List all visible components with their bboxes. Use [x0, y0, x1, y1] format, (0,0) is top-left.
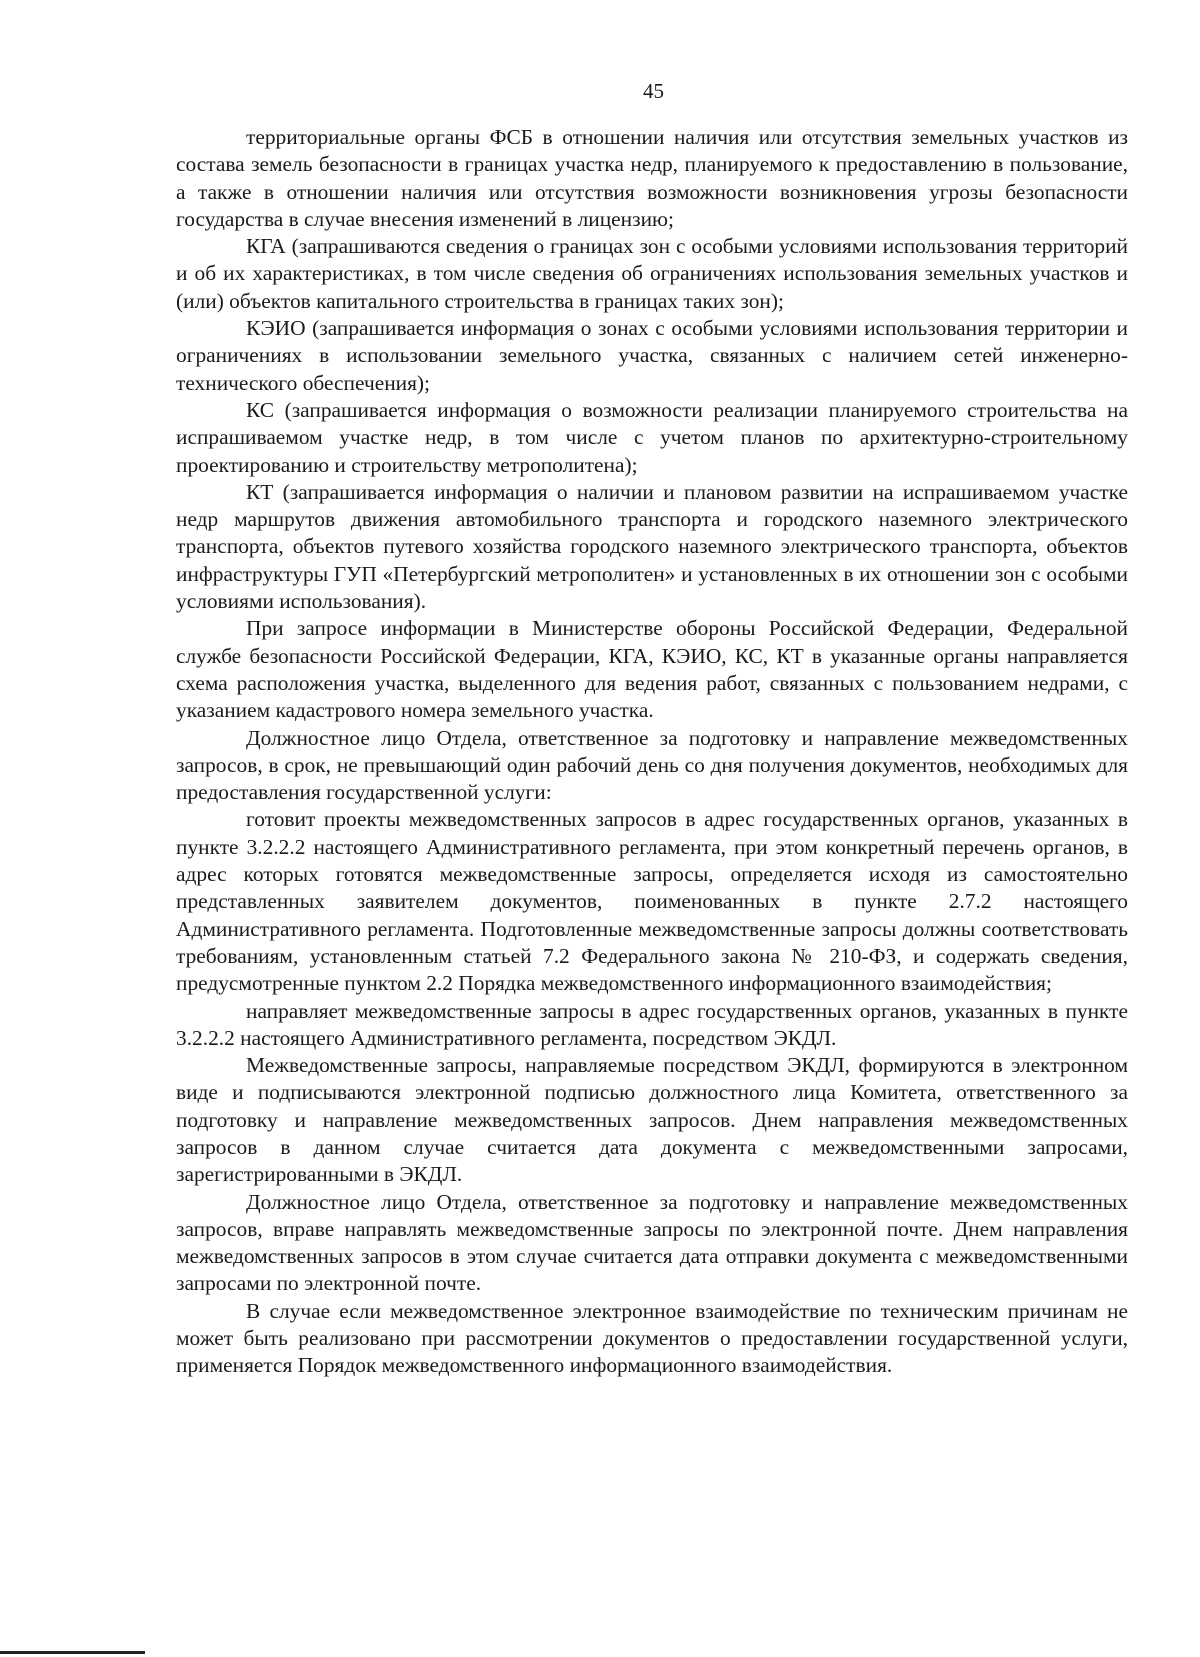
paragraph-sends-requests: направляет межведомственные запросы в адрес государственных органов, указанных в пункте 3.2.2.2 настоящего Административного регламента, посредством ЭКДЛ.	[176, 998, 1128, 1050]
paragraph-kt: КТ (запрашивается информация о наличии и плановом развитии на испрашиваемом участке недр маршрутов движения автомобильного транспорта и городского наземного электрического транспорта, объектов путевого хозяйства городского наземного электрического транспорта, объектов инфраструктуры ГУП «Петербургский метрополитен» и установленных в их отношении зон с особыми условиями использования).	[176, 479, 1128, 614]
paragraph-prepares-requests: готовит проекты межведомственных запросов в адрес государственных органов, указанных в пункте 3.2.2.2 настоящего Административного регламента, при этом конкретный перечень органов, в адрес которых готовятся межведомственные запросы, определяется исходя из самостоятельно представленных заявителем документов, поименованных в пункте 2.7.2 настоящего Административного регламента. Подготовленные межведомственные запросы должны соответствовать требованиям, установленным статьей 7.2 Федерального закона № 210-ФЗ, и содержать сведения, предусмотренные пунктом 2.2 Порядка межведомственного информационного взаимодействия;	[176, 807, 1128, 996]
paragraph-ks: КС (запрашивается информация о возможности реализации планируемого строительства на испрашиваемом участке недр, в том числе с учетом планов по архитектурно-строительному проектированию и строительству метрополитена);	[176, 397, 1128, 477]
bottom-divider-line	[0, 1651, 145, 1654]
paragraph-ekdl-requests: Межведомственные запросы, направляемые посредством ЭКДЛ, формируются в электронном виде и подписываются электронной подписью должностного лица Комитета, ответственного за подготовку и направление межведомственных запросов. Днем направления межведомственных запросов в данном случае считается дата документа с межведомственными запросами, зарегистрированными в ЭКДЛ.	[176, 1053, 1128, 1187]
paragraph-fsb: территориальные органы ФСБ в отношении наличия или отсутствия земельных участков из состава земель безопасности в границах участка недр, планируемого к предоставлению в пользование, а также в отношении наличия или отсутствия возможности возникновения угрозы безопасности государства в случае внесения изменений в лицензию;	[176, 125, 1128, 231]
page-number: 45	[643, 79, 664, 103]
paragraph-request-scheme: При запросе информации в Министерстве обороны Российской Федерации, Федеральной службе безопасности Российской Федерации, КГА, КЭИО, КС, КТ в указанные органы направляется схема расположения участка, выделенного для ведения работ, связанных с пользованием недрами, с указанием кадастрового номера земельного участка.	[176, 616, 1128, 723]
paragraph-official-duties: Должностное лицо Отдела, ответственное за подготовку и направление межведомственных запросов, в срок, не превышающий один рабочий день со дня получения документов, необходимых для предоставления государственной услуги:	[176, 725, 1128, 805]
paragraph-fallback-procedure: В случае если межведомственное электронное взаимодействие по техническим причинам не может быть реализовано при рассмотрении документов о предоставлении государственной услуги, применяется Порядок межведомственного информационного взаимодействия.	[176, 1298, 1128, 1378]
paragraph-kga: КГА (запрашиваются сведения о границах зон с особыми условиями использования территорий и об их характеристиках, в том числе сведения об ограничениях использования земельных участков и (или) объектов капитального строительства в границах таких зон);	[176, 234, 1128, 313]
paragraph-email-requests: Должностное лицо Отдела, ответственное за подготовку и направление межведомственных запросов, вправе направлять межведомственные запросы по электронной почте. Днем направления межведомственных запросов в этом случае считается дата отправки документа с межведомственными запросами по электронной почте.	[176, 1189, 1128, 1296]
document-body	[176, 124, 1128, 1380]
paragraph-keio: КЭИО (запрашивается информация о зонах с особыми условиями использования территории и ограничениях в использовании земельного участка, связанных с наличием сетей инженерно-технического обеспечения);	[176, 316, 1128, 395]
